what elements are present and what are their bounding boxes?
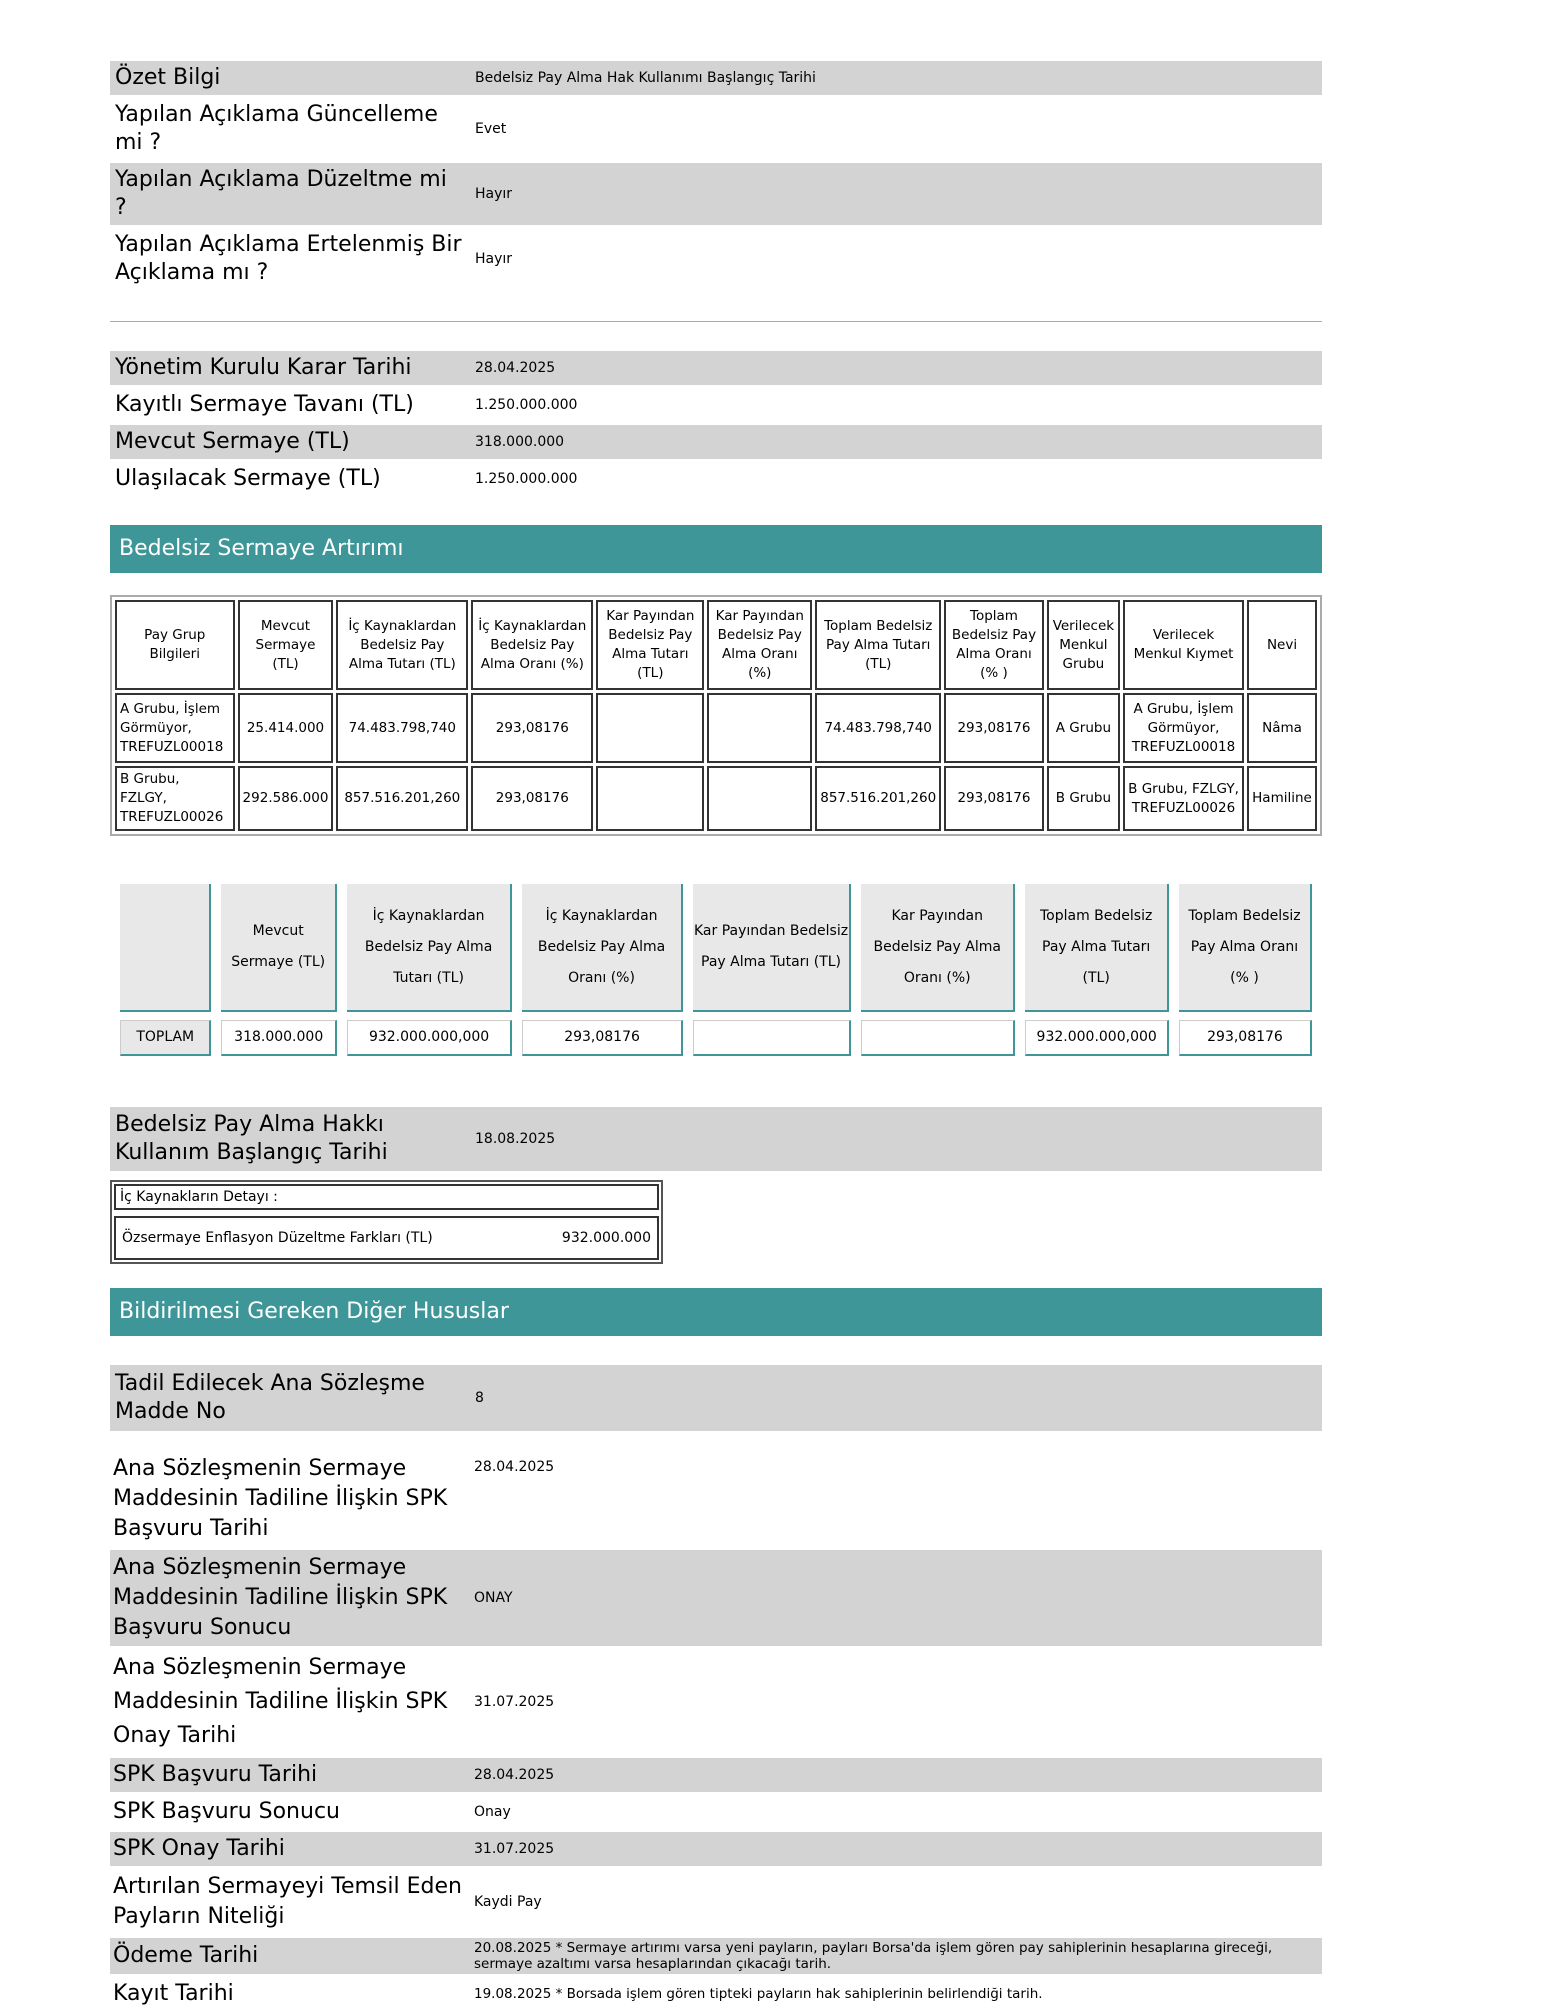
table-cell: 74.483.798,740 (815, 693, 941, 763)
table-cell: 293,08176 (1179, 1020, 1312, 1056)
amendment-label: Tadil Edilecek Ana Sözleşme Madde No (110, 1365, 470, 1431)
internal-sources-title: İç Kaynakların Detayı : (114, 1184, 659, 1210)
column-header: Toplam Bedelsiz Pay Alma Tutarı (TL) (1025, 884, 1169, 1012)
summary-label: Yapılan Açıklama Düzeltme mi ? (110, 163, 470, 225)
column-header: İç Kaynaklardan Bedelsiz Pay Alma Tutarı (TL) (336, 600, 468, 690)
other-value: Onay (474, 1804, 511, 1820)
column-header: Verilecek Menkul Grubu (1047, 600, 1120, 690)
other-label: SPK Onay Tarihi (110, 1832, 471, 1866)
internal-sources-item-label: Özsermaye Enflasyon Düzeltme Farkları (TL) (122, 1230, 433, 1246)
table-cell: 293,08176 (471, 766, 593, 831)
summary-row (110, 98, 1322, 160)
column-header: Mevcut Sermaye (TL) (221, 884, 337, 1012)
other-value: Kaydi Pay (474, 1894, 542, 1910)
table-cell (596, 693, 704, 763)
capital-row (110, 351, 1322, 385)
other-row (110, 1758, 1322, 1792)
internal-sources-box (110, 1180, 663, 1264)
table-cell (693, 1020, 851, 1056)
summary-value: Hayır (470, 163, 1322, 225)
summary-row (110, 61, 1322, 95)
column-header: İç Kaynaklardan Bedelsiz Pay Alma Oranı (%) (471, 600, 593, 690)
share-group-table-wrapper (110, 595, 1322, 836)
table-row (115, 766, 1317, 831)
summary-table (110, 58, 1322, 293)
column-header: Verilecek Menkul Kıymet (1123, 600, 1244, 690)
column-header: Kar Payından Bedelsiz Pay Alma Tutarı (TL) (693, 884, 851, 1012)
table-cell: 292.586.000 (238, 766, 334, 831)
table-cell: 318.000.000 (221, 1020, 337, 1056)
other-row (110, 1795, 1322, 1829)
capital-row (110, 462, 1322, 496)
summary-label: Yapılan Açıklama Ertelenmiş Bir Açıklama mı ? (115, 232, 462, 285)
table-cell: 293,08176 (944, 693, 1044, 763)
amendment-value: 8 (470, 1365, 1322, 1431)
other-label: SPK Başvuru Tarihi (110, 1758, 471, 1792)
other-row (110, 1977, 1322, 2011)
other-label: Ana Sözleşmenin Sermaye Maddesinin Tadiline İlişkin SPK Başvuru Sonucu (110, 1550, 471, 1646)
start-date-table (110, 1104, 1322, 1174)
other-value: ONAY (471, 1550, 1322, 1646)
capital-value: 318.000.000 (470, 425, 1322, 459)
table-cell (707, 766, 812, 831)
table-cell (861, 1020, 1015, 1056)
internal-sources-item (114, 1216, 659, 1260)
amendment-row (110, 1365, 1322, 1431)
start-date-row (110, 1107, 1322, 1171)
table-cell: 293,08176 (944, 766, 1044, 831)
other-row (110, 1938, 1322, 1974)
share-group-table (112, 597, 1320, 834)
table-cell: 932.000.000,000 (1025, 1020, 1169, 1056)
totals-label: TOPLAM (120, 1020, 211, 1056)
totals-header-row (120, 884, 1312, 1012)
other-matters-table (110, 1448, 1322, 2014)
table-cell: A Grubu, İşlem Görmüyor, TREFUZL00018 (1123, 693, 1244, 763)
capital-value: 1.250.000.000 (475, 471, 578, 487)
table-cell: B Grubu (1047, 766, 1120, 831)
table-row (115, 693, 1317, 763)
capital-value: 28.04.2025 (470, 351, 1322, 385)
other-row (110, 1550, 1322, 1646)
other-value: 31.07.2025 (471, 1832, 1322, 1866)
start-date-label: Bedelsiz Pay Alma Hakkı Kullanım Başlangıç Tarihi (110, 1107, 470, 1171)
section-heading-capital-increase: Bedelsiz Sermaye Artırımı (110, 525, 1322, 573)
table-cell: 857.516.201,260 (336, 766, 468, 831)
other-label: SPK Başvuru Sonucu (113, 1799, 340, 1824)
capital-label: Ulaşılacak Sermaye (TL) (115, 466, 381, 491)
other-label: Ana Sözleşmenin Sermaye Maddesinin Tadiline İlişkin SPK Başvuru Tarihi (113, 1456, 448, 1541)
column-header: İç Kaynaklardan Bedelsiz Pay Alma Tutarı (TL) (347, 884, 512, 1012)
other-label: Ana Sözleşmenin Sermaye Maddesinin Tadiline İlişkin SPK Onay Tarihi (113, 1655, 448, 1748)
other-label: Artırılan Sermayeyi Temsil Eden Payların Niteliği (113, 1874, 462, 1929)
capital-row (110, 425, 1322, 459)
table-cell: 25.414.000 (238, 693, 334, 763)
other-value: 31.07.2025 (474, 1694, 555, 1710)
table-cell: B Grubu, FZLGY, TREFUZL00026 (1123, 766, 1244, 831)
capital-row (110, 388, 1322, 422)
table-cell: 857.516.201,260 (815, 766, 941, 831)
column-header: Toplam Bedelsiz Pay Alma Oranı (% ) (944, 600, 1044, 690)
summary-value: Hayır (475, 251, 513, 267)
internal-sources-item-value: 932.000.000 (561, 1230, 651, 1246)
other-label: Kayıt Tarihi (113, 1981, 234, 2006)
column-header: Mevcut Sermaye (TL) (238, 600, 334, 690)
other-value: 28.04.2025 (471, 1758, 1322, 1792)
other-value: 19.08.2025 * Borsada işlem gören tipteki payların hak sahiplerinin belirlendiği tarih. (474, 1986, 1043, 2002)
column-header: Kar Payından Bedelsiz Pay Alma Oranı (%) (861, 884, 1015, 1012)
capital-value: 1.250.000.000 (475, 397, 578, 413)
summary-value: Evet (475, 121, 507, 137)
summary-label: Özet Bilgi (110, 61, 470, 95)
table-cell: A Grubu, İşlem Görmüyor, TREFUZL00018 (115, 693, 235, 763)
totals-row (120, 1020, 1312, 1056)
other-row (110, 1649, 1322, 1755)
column-header: Toplam Bedelsiz Pay Alma Tutarı (TL) (815, 600, 941, 690)
table-cell: Hamiline (1247, 766, 1317, 831)
column-header: Nevi (1247, 600, 1317, 690)
capital-label: Yönetim Kurulu Karar Tarihi (110, 351, 470, 385)
other-value: 20.08.2025 * Sermaye artırımı varsa yeni payların, payları Borsa'da işlem gören pay sahiplerinin hesaplarına gireceği, sermaye azaltımı varsa hesaplarından çıkacağı tarih. (471, 1938, 1322, 1974)
capital-table (110, 348, 1322, 499)
totals-table (110, 876, 1322, 1064)
table-cell: A Grubu (1047, 693, 1120, 763)
capital-label: Mevcut Sermaye (TL) (110, 425, 470, 459)
other-value: 28.04.2025 (474, 1459, 555, 1475)
column-header: Kar Payından Bedelsiz Pay Alma Tutarı (TL) (596, 600, 704, 690)
column-header: Pay Grup Bilgileri (115, 600, 235, 690)
other-row (110, 1832, 1322, 1866)
summary-row (110, 228, 1322, 290)
summary-value: Bedelsiz Pay Alma Hak Kullanımı Başlangıç Tarihi (470, 61, 1322, 95)
capital-label: Kayıtlı Sermaye Tavanı (TL) (115, 392, 414, 417)
summary-row (110, 163, 1322, 225)
column-header: Toplam Bedelsiz Pay Alma Oranı (% ) (1179, 884, 1312, 1012)
summary-label: Yapılan Açıklama Güncelleme mi ? (115, 102, 438, 155)
other-label: Ödeme Tarihi (110, 1938, 471, 1974)
table-header-row (115, 600, 1317, 690)
section-heading-other-matters: Bildirilmesi Gereken Diğer Hususlar (110, 1288, 1322, 1336)
amendment-table (110, 1362, 1322, 1434)
other-row (110, 1869, 1322, 1935)
table-cell (596, 766, 704, 831)
column-header (120, 884, 211, 1012)
column-header: İç Kaynaklardan Bedelsiz Pay Alma Oranı (%) (522, 884, 683, 1012)
other-row (110, 1451, 1322, 1547)
table-cell: 74.483.798,740 (336, 693, 468, 763)
table-cell: 293,08176 (471, 693, 593, 763)
table-cell: 293,08176 (522, 1020, 683, 1056)
divider (110, 321, 1322, 322)
column-header: Kar Payından Bedelsiz Pay Alma Oranı (%) (707, 600, 812, 690)
start-date-value: 18.08.2025 (470, 1107, 1322, 1171)
disclosure-page (110, 58, 1322, 2014)
table-cell (707, 693, 812, 763)
table-cell: 932.000.000,000 (347, 1020, 512, 1056)
table-cell: Nâma (1247, 693, 1317, 763)
table-cell: B Grubu, FZLGY, TREFUZL00026 (115, 766, 235, 831)
